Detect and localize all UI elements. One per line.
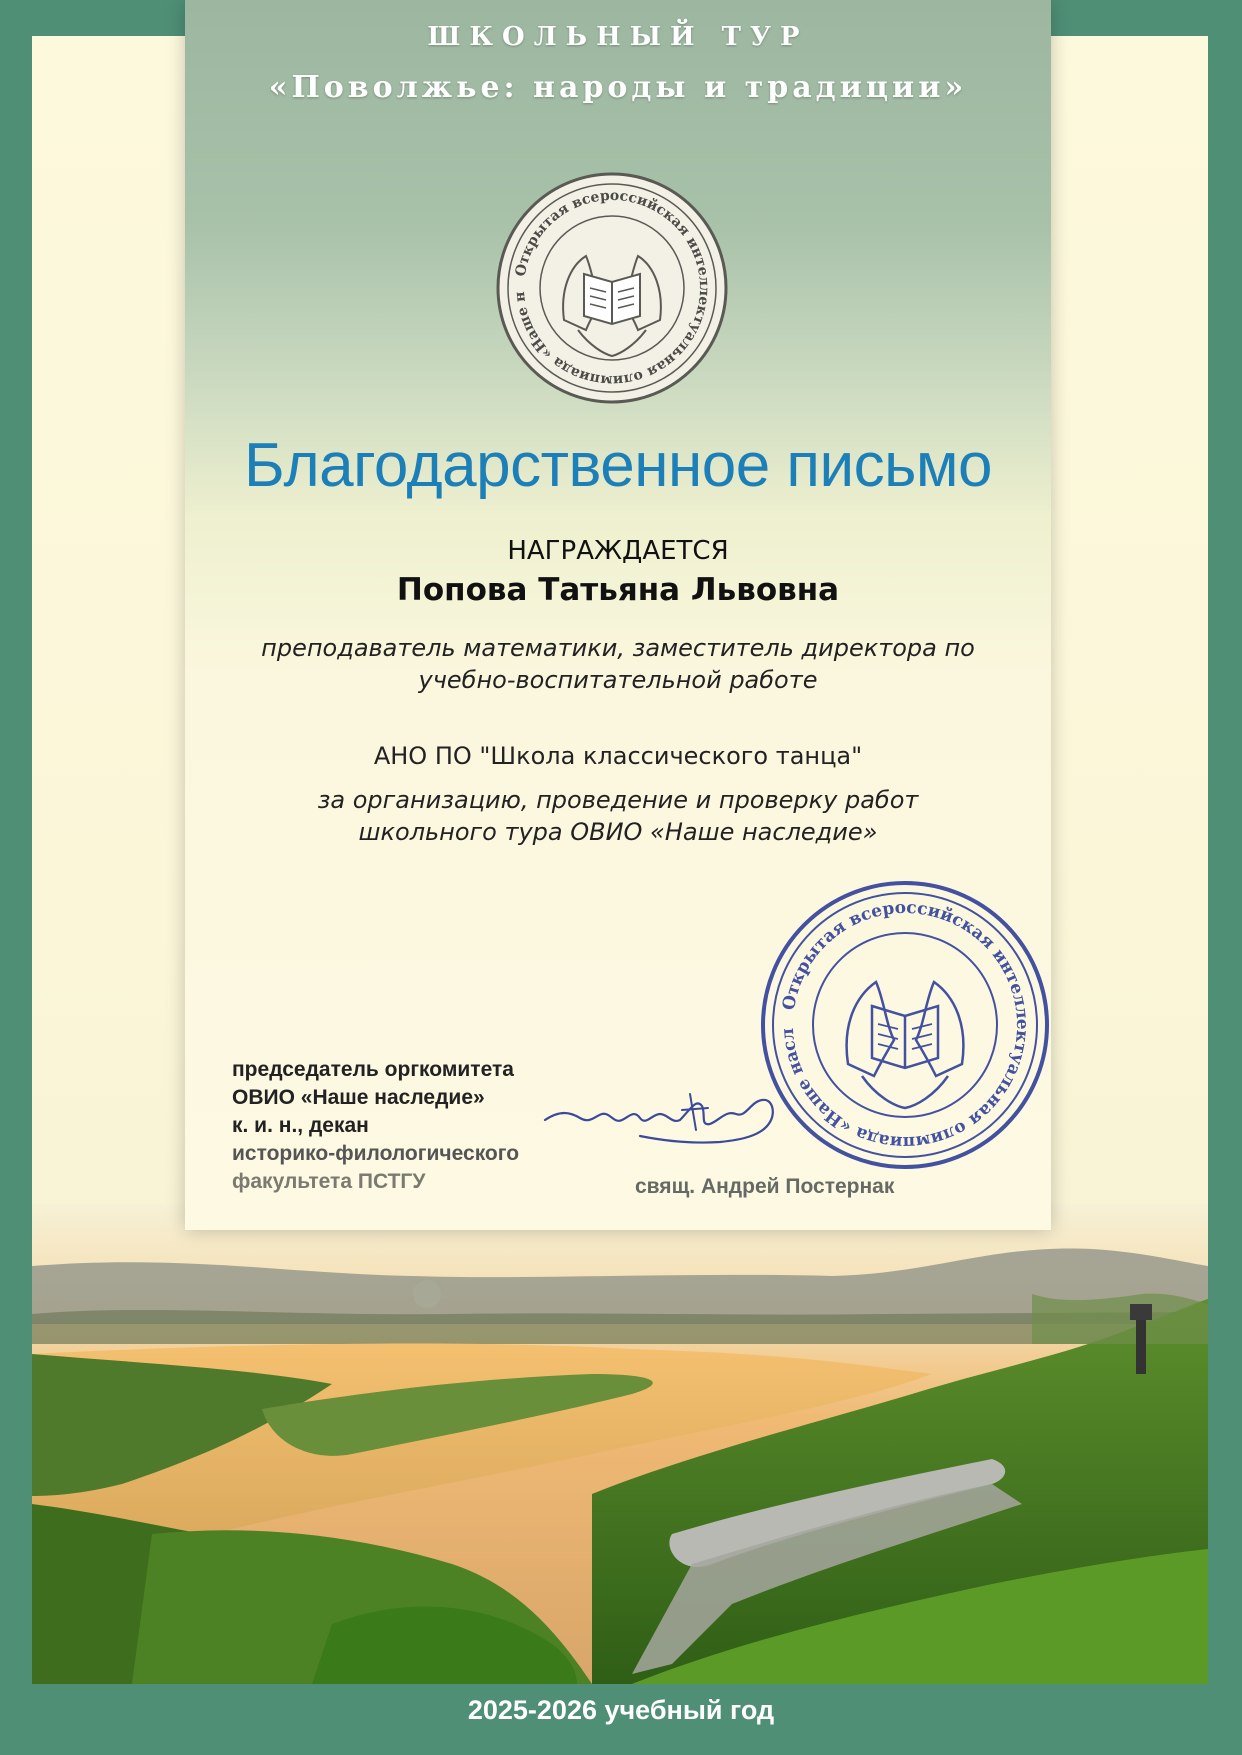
recipient-position bbox=[185, 632, 1051, 696]
svg-text:Открытая всероссийская интелле: Открытая всероссийская интеллектуальная олимпиада «Наше н bbox=[511, 187, 713, 389]
signatory-name: свящ. Андрей Постернак bbox=[635, 1175, 895, 1198]
academic-year-footer: 2025-2026 учебный год bbox=[467, 1695, 775, 1725]
award-reason-line-2: школьного тура ОВИО «Наше наследие» bbox=[358, 818, 878, 846]
recipient-position-line-1: преподаватель математики, заместитель директора по bbox=[261, 634, 975, 662]
recipient-organization: АНО ПО "Школа классического танца" bbox=[373, 742, 863, 770]
signatory-line-3: к. и. н., декан bbox=[232, 1114, 369, 1137]
award-reason-line-1: за организацию, проведение и проверку работ bbox=[317, 786, 919, 814]
award-reason bbox=[185, 784, 1051, 848]
signatory-line-2: ОВИО «Наше наследие» bbox=[232, 1086, 485, 1109]
certificate-title: Благодарственное письмо bbox=[243, 431, 993, 500]
header-tour-theme: «Поволжье: народы и традиции» bbox=[268, 70, 968, 105]
recipient-name: Попова Татьяна Львовна bbox=[396, 572, 840, 608]
signatory-line-4: историко-филологического bbox=[232, 1142, 520, 1165]
svg-text:Открытая всероссийская интелле: Открытая всероссийская интеллектуальная олимпиада «Наше насл bbox=[777, 897, 1033, 1153]
recipient-position-line-2: учебно-воспитательной работе bbox=[418, 666, 818, 694]
volga-landscape-image bbox=[32, 1204, 1208, 1684]
header-tour-label: ШКОЛЬНЫЙ ТУР bbox=[427, 22, 809, 52]
signatory-line-1: председатель оргкомитета bbox=[232, 1058, 514, 1081]
signatory-title-block bbox=[232, 1056, 519, 1196]
awarded-label: НАГРАЖДАЕТСЯ bbox=[507, 536, 729, 566]
official-stamp-seal bbox=[758, 878, 1052, 1172]
signatory-line-5: факультета ПСТГУ bbox=[232, 1170, 426, 1193]
olympiad-emblem-logo bbox=[494, 170, 730, 406]
